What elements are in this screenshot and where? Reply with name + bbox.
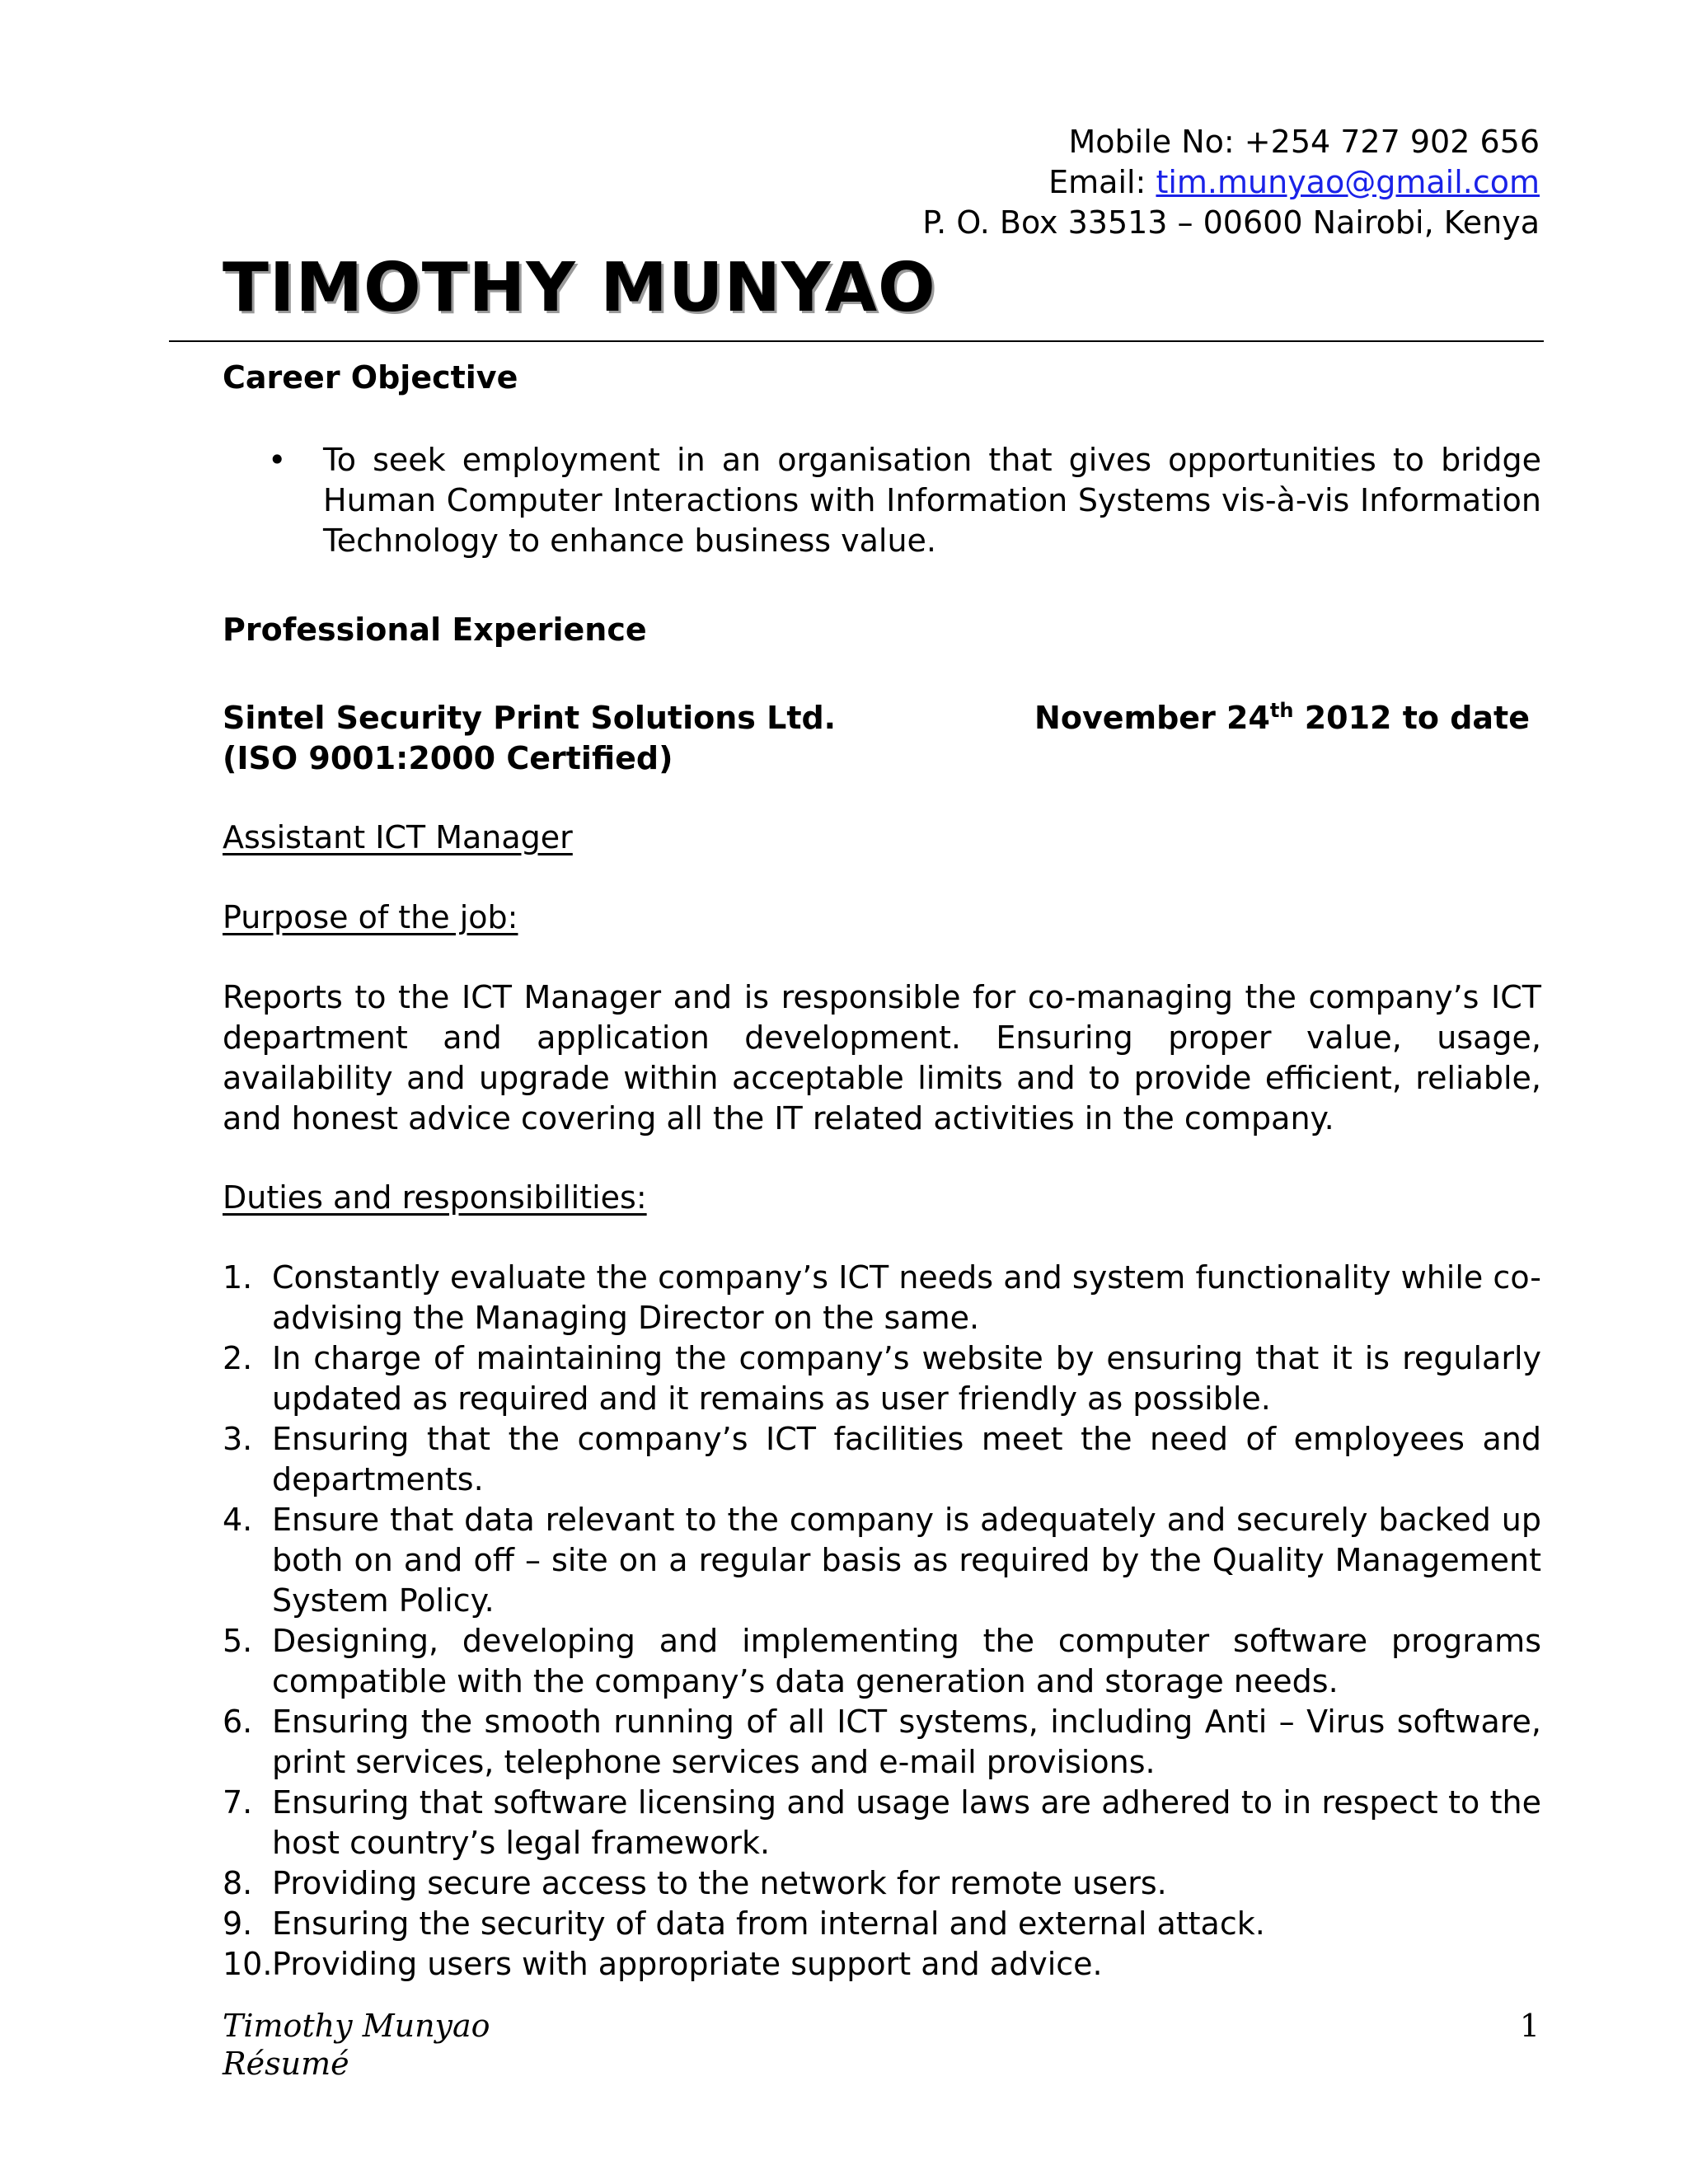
job-title: Assistant ICT Manager — [223, 819, 573, 855]
list-item: 2. In charge of maintaining the company’s website by ensuring that it is regularly updated as required and it remains as user friendly as possible. — [223, 1340, 1541, 1417]
footer-left — [223, 2007, 490, 2083]
company-name: Sintel Security Print Solutions Ltd. — [223, 700, 837, 736]
email-link[interactable]: tim.munyao@gmail.com — [1156, 164, 1540, 200]
duties-heading: Duties and responsibilities: — [223, 1179, 647, 1216]
list-item: 4. Ensure that data relevant to the company is adequately and securely backed up both on and off – site on a regular basis as required by the Quality Management System Policy. — [223, 1502, 1541, 1619]
list-item: 6. Ensuring the smooth running of all ICT systems, including Anti – Virus software, print services, telephone services and e-mail provisions. — [223, 1704, 1541, 1780]
list-item: 10. Providing users with appropriate support and advice. — [223, 1946, 1103, 1982]
header-divider — [169, 340, 1544, 342]
company-certification: (ISO 9001:2000 Certified) — [223, 740, 673, 776]
bullet-icon: • — [268, 442, 287, 478]
duties-list — [223, 1258, 1541, 1985]
company-block — [223, 698, 836, 779]
career-objective-heading: Career Objective — [223, 359, 518, 396]
footer-author: Timothy Munyao — [223, 2008, 490, 2044]
page-number: 1 — [1519, 2008, 1540, 2044]
mobile-number: +254 727 902 656 — [1244, 124, 1540, 160]
email-line: Email: tim.munyao@gmail.com — [1048, 164, 1540, 200]
footer-doc-title: Résumé — [223, 2046, 349, 2082]
mobile-line: Mobile No: +254 727 902 656 — [1068, 124, 1540, 160]
list-item: 9. Ensuring the security of data from internal and external attack. — [223, 1905, 1265, 1942]
list-item: 5. Designing, developing and implementing the computer software programs compatible with the company’s data generation and storage needs. — [223, 1623, 1541, 1699]
list-item: 1. Constantly evaluate the company’s ICT needs and system functionality while co-advising the Managing Director on the same. — [223, 1259, 1541, 1336]
purpose-heading: Purpose of the job: — [223, 899, 518, 935]
list-item: 7. Ensuring that software licensing and usage laws are adhered to in respect to the host country’s legal framework. — [223, 1784, 1541, 1861]
address-line: P. O. Box 33513 – 00600 Nairobi, Kenya — [922, 204, 1540, 241]
employment-dates: November 24th 2012 to date — [1034, 699, 1530, 736]
list-item: 3. Ensuring that the company’s ICT facilities meet the need of employees and departments. — [223, 1421, 1541, 1497]
contact-block — [922, 122, 1540, 243]
candidate-name: TIMOTHY MUNYAO — [223, 249, 936, 327]
career-objective-text: To seek employment in an organisation that gives opportunities to bridge Human Computer Interactions with Information Systems vis-à-vis Information Technology to enhance business value. — [323, 442, 1541, 559]
purpose-paragraph: Reports to the ICT Manager and is responsible for co-managing the company’s ICT department and application development. Ensuring proper value, usage, availability and upgrade within acceptable limits and to provide efficient, reliable, and honest advice covering all the IT related activities in the company. — [223, 979, 1541, 1137]
professional-experience-heading: Professional Experience — [223, 612, 647, 648]
list-item: 8. Providing secure access to the network for remote users. — [223, 1865, 1167, 1901]
career-objective-bullet — [268, 440, 1541, 561]
